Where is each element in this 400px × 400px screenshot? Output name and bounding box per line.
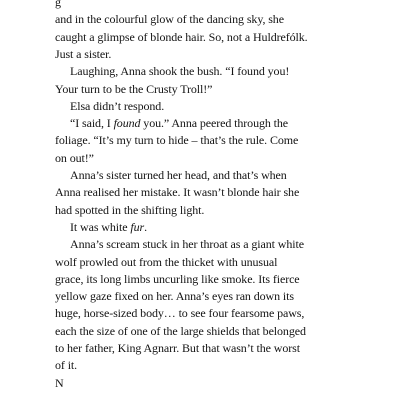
- text-line-prefix: Anna’s scream stuck in her throat as a giant white: [70, 237, 304, 252]
- text-line: [55, 81, 212, 97]
- text-line-prefix: “I said, I: [70, 116, 114, 131]
- text-line: [55, 132, 298, 148]
- text-line-prefix: yellow gaze fixed on her. Anna’s eyes ran down its: [55, 289, 294, 304]
- text-line: [55, 305, 304, 321]
- text-line-prefix: foliage. “It’s my turn to hide – that’s the rule. Come: [55, 133, 299, 148]
- text-line-prefix: Laughing, Anna shook the bush. “I found you!: [70, 64, 290, 79]
- text-line: [55, 46, 111, 62]
- text-line-prefix: to her father, King Agnarr. But that wasn’t the worst: [55, 341, 300, 355]
- text-line: [70, 98, 164, 114]
- text-line-emphasis: fur: [130, 219, 145, 234]
- text-line: [55, 375, 64, 391]
- text-line-prefix: grace, its long limbs uncurling like smoke. Its fierce: [55, 271, 300, 286]
- text-line: [55, 357, 77, 373]
- text-line-prefix: had spotted in the shifting light.: [55, 202, 205, 217]
- text-line: [55, 150, 94, 166]
- text-line-prefix: Anna realised her mistake. It wasn’t blonde hair she: [55, 185, 300, 200]
- text-line-prefix: and in the colourful glow of the dancing sky, she: [55, 12, 284, 27]
- text-line: [55, 184, 299, 200]
- text-line-suffix: you.” Anna peered through the: [140, 116, 289, 131]
- text-line-prefix: g: [55, 0, 61, 9]
- text-line: [70, 236, 304, 252]
- text-line: [55, 11, 284, 27]
- text-line: [55, 323, 306, 339]
- text-line: [55, 202, 204, 218]
- text-line: [70, 167, 287, 183]
- text-line: [55, 29, 308, 45]
- text-line-emphasis: found: [113, 116, 141, 131]
- text-line: [55, 0, 61, 10]
- text-line: [70, 115, 288, 131]
- text-line-prefix: N: [55, 375, 64, 390]
- text-line: [55, 254, 277, 270]
- text-line: [55, 340, 300, 356]
- text-line: [70, 219, 147, 235]
- text-line: [55, 271, 300, 287]
- text-line-prefix: on out!”: [55, 150, 94, 165]
- text-line-prefix: each the size of one of the large shields that belonged: [55, 323, 306, 338]
- text-line-prefix: Anna’s sister turned her head, and that’s when: [70, 168, 287, 182]
- text-line-prefix: Just a sister.: [55, 46, 112, 61]
- text-line-prefix: Elsa didn’t respond.: [70, 98, 165, 113]
- text-line-prefix: of it.: [55, 358, 78, 373]
- text-line: [70, 63, 289, 79]
- text-line-prefix: wolf prowled out from the thicket with unusual: [55, 254, 278, 269]
- text-line-prefix: Your turn to be the Crusty Troll!”: [55, 81, 213, 96]
- text-line-prefix: huge, horse-sized body… to see four fearsome paws,: [55, 306, 305, 321]
- text-line: [55, 288, 294, 304]
- text-line-prefix: It was white: [70, 219, 131, 234]
- text-line-prefix: caught a glimpse of blonde hair. So, not a Huldrefólk.: [55, 29, 308, 44]
- text-line-suffix: .: [144, 219, 147, 234]
